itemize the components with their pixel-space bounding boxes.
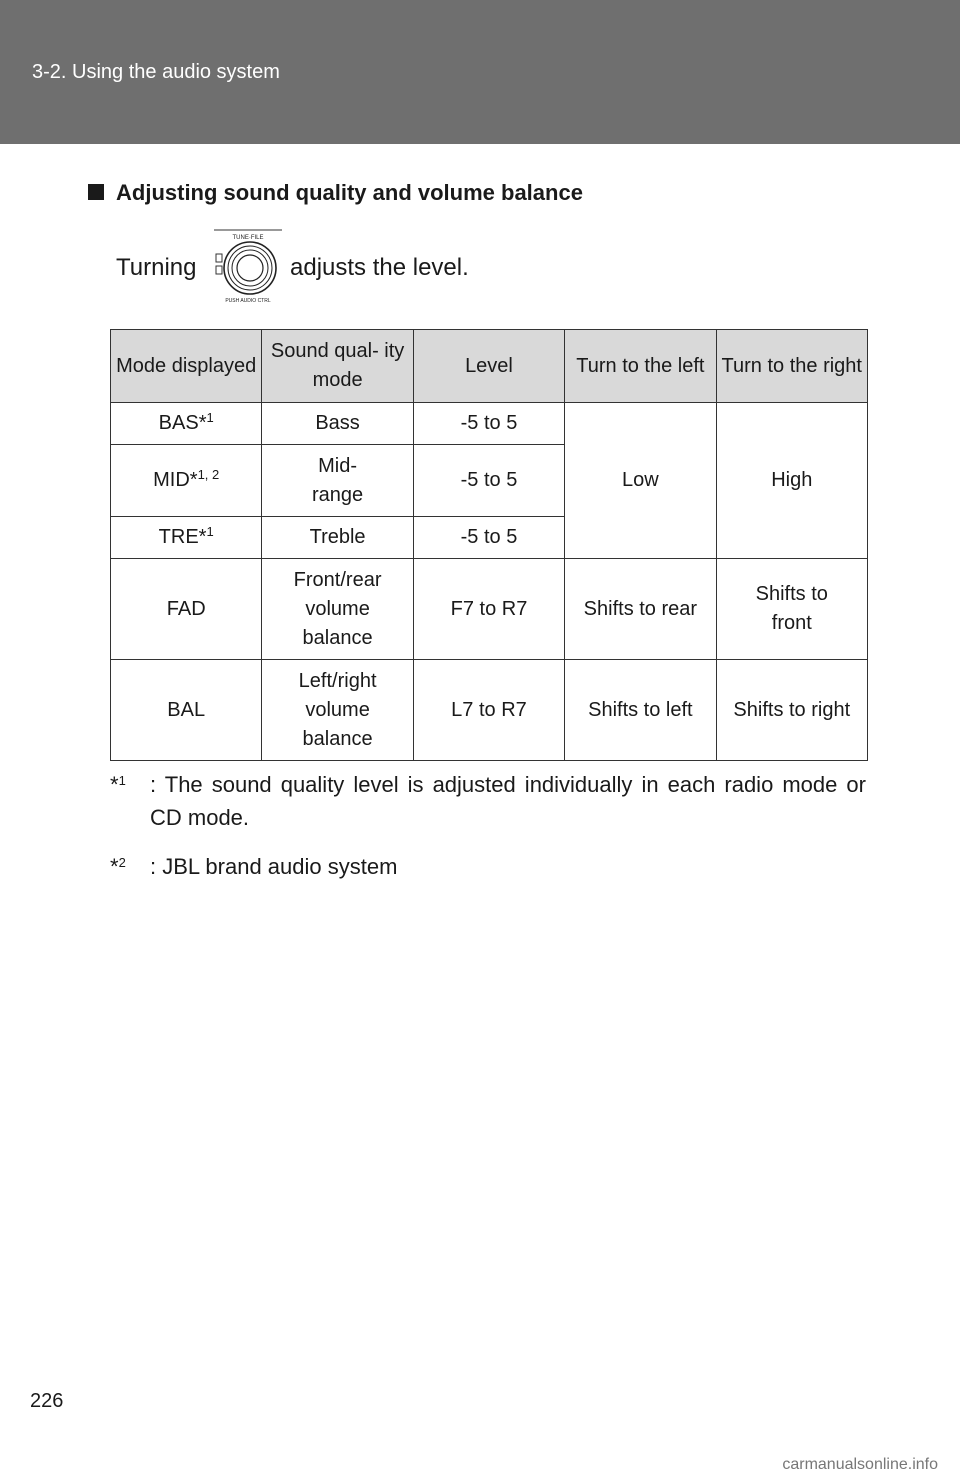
header-turn-left: Turn to the left: [565, 330, 716, 403]
page-header: [0, 0, 960, 144]
mode-cell: BAL: [111, 660, 262, 761]
header-mode-displayed: Mode displayed: [111, 330, 262, 403]
quality-cell: Front/rear volume balance: [262, 559, 413, 660]
square-bullet-icon: [88, 184, 104, 200]
quality-cell: Mid- range: [262, 445, 413, 517]
level-cell: -5 to 5: [413, 517, 564, 559]
tune-knob-icon: [206, 224, 286, 304]
footnote-text: : The sound quality level is adjusted individually in each radio mode or CD mode.: [150, 772, 866, 830]
watermark: carmanualsonline.info: [782, 1456, 938, 1473]
heading-text: Adjusting sound quality and volume balance: [116, 180, 583, 205]
page-number: 226: [30, 1390, 64, 1412]
mode-cell: MID*$^{1, 2}$: [111, 445, 262, 517]
header-turn-right: Turn to the right: [716, 330, 867, 403]
level-cell: L7 to R7: [413, 660, 564, 761]
footnote: [110, 768, 866, 834]
mode-cell: TRE*$^1$: [111, 517, 262, 559]
turn-right-cell: Shifts to front: [716, 559, 867, 660]
level-cell: -5 to 5: [413, 445, 564, 517]
quality-cell: Treble: [262, 517, 413, 559]
table-row: [111, 559, 868, 660]
turn-right-cell: Shifts to right: [716, 660, 867, 761]
sound-settings-table: [110, 329, 868, 761]
turn-left-cell: Low: [565, 403, 716, 559]
mode-cell: BAS*$^1$: [111, 403, 262, 445]
knob-top-label: TUNE·FILE: [232, 235, 264, 241]
quality-cell: Bass: [262, 403, 413, 445]
header-level: Level: [413, 330, 564, 403]
mode-cell: FAD: [111, 559, 262, 660]
section-title: 3-2. Using the audio system: [32, 61, 280, 83]
footnotes: [110, 768, 866, 899]
quality-cell: Left/right volume balance: [262, 660, 413, 761]
table-row: [111, 660, 868, 761]
section-heading: [88, 180, 583, 206]
footnote-mark: *$^2$: [110, 854, 126, 879]
turn-right-cell: High: [716, 403, 867, 559]
intro-after: adjusts the level.: [290, 254, 469, 281]
intro-line: [116, 224, 756, 304]
table-row: [111, 403, 868, 445]
footnote-mark: *$^1$: [110, 772, 126, 797]
turn-left-cell: Shifts to rear: [565, 559, 716, 660]
footnote-text: : JBL brand audio system: [150, 854, 398, 879]
level-cell: -5 to 5: [413, 403, 564, 445]
turn-left-cell: Shifts to left: [565, 660, 716, 761]
knob-bottom-label: PUSH AUDIO CTRL: [225, 298, 271, 304]
level-cell: F7 to R7: [413, 559, 564, 660]
header-sound-quality-mode: Sound qual- ity mode: [262, 330, 413, 403]
table-header-row: [111, 330, 868, 403]
intro-before: Turning: [116, 254, 197, 281]
footnote: [110, 850, 866, 883]
